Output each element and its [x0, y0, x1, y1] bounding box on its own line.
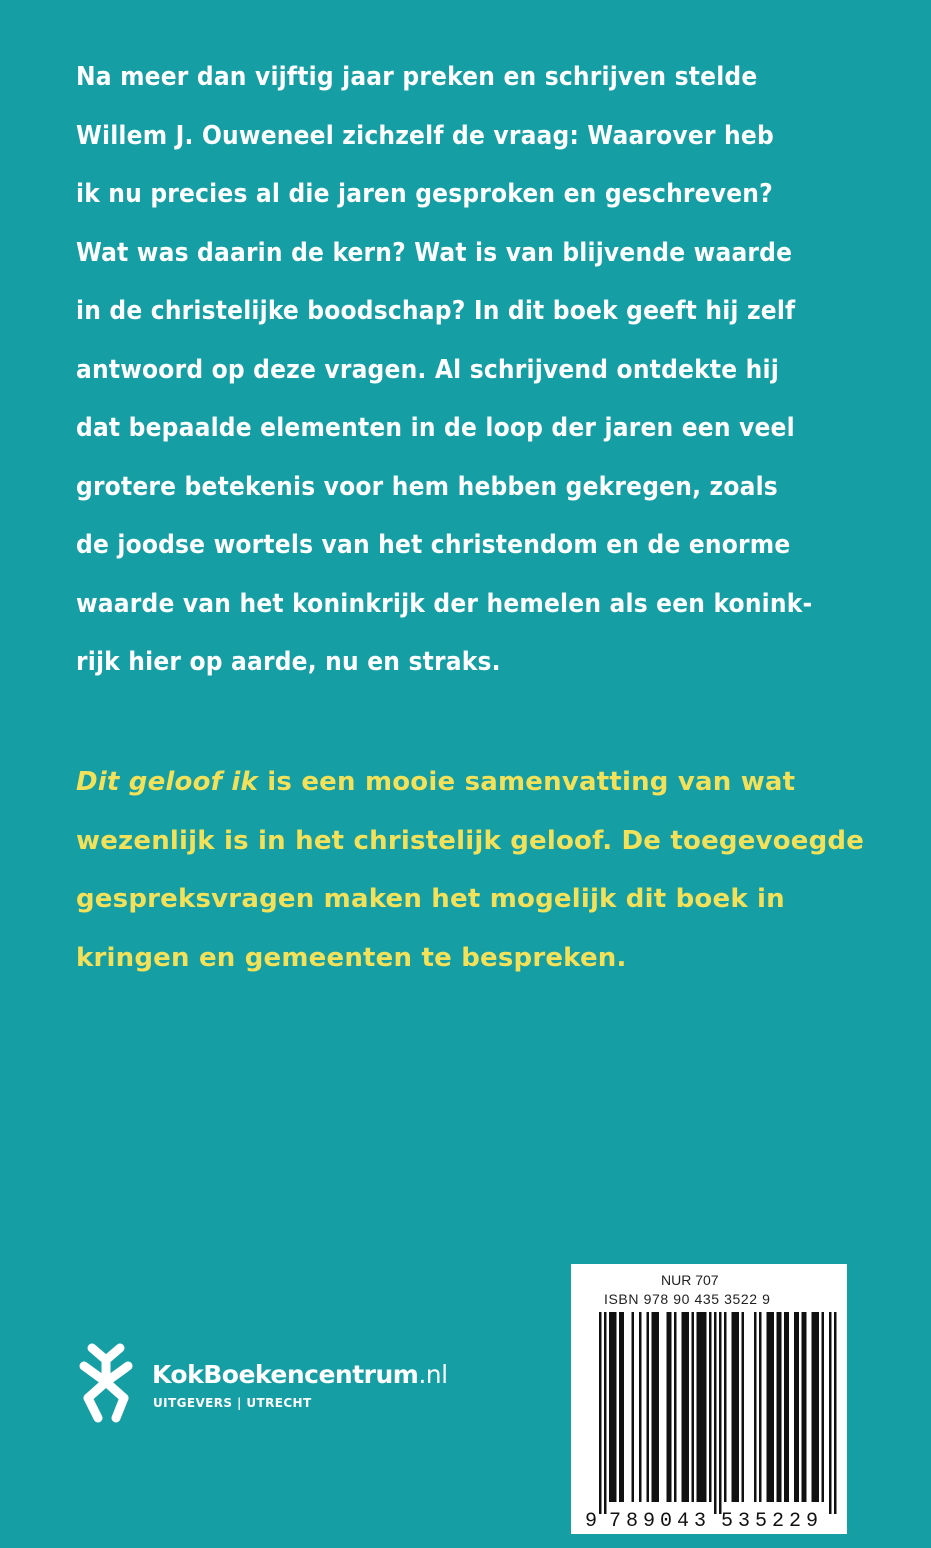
publisher-mark-icon	[76, 1340, 136, 1424]
publisher-name	[152, 1360, 448, 1389]
barcode-digit-first: 9	[585, 1510, 598, 1533]
barcode-bar	[684, 1312, 687, 1502]
barcode-bar	[829, 1312, 832, 1514]
barcode-bar	[724, 1312, 727, 1502]
summary-line-rest: is een mooie samenvatting van wat	[258, 767, 796, 797]
barcode-bar	[674, 1312, 677, 1502]
barcode-panel	[571, 1264, 847, 1534]
barcode-bar	[759, 1312, 762, 1502]
book-blurb	[76, 48, 846, 692]
blurb-line: Na meer dan vijftig jaar preken en schrijven stelde	[76, 62, 758, 92]
barcode-digits-right: 535229	[721, 1510, 824, 1533]
summary-line	[76, 753, 846, 812]
barcode-bar	[692, 1312, 695, 1502]
barcode-bar	[804, 1312, 807, 1502]
barcode-bar	[669, 1312, 672, 1502]
barcode-bar	[767, 1312, 770, 1502]
barcode-bar	[619, 1312, 622, 1502]
summary-line: wezenlijk is in het christelijk geloof. De toegevoegde	[76, 825, 865, 856]
blurb-line: ik nu precies al die jaren gesproken en geschreven?	[76, 179, 773, 209]
ean-barcode	[571, 1264, 847, 1534]
blurb-line: in de christelijke boodschap? In dit boek geeft hij zelf	[76, 296, 796, 326]
barcode-bar	[697, 1312, 700, 1502]
barcode-bar	[657, 1312, 660, 1502]
blurb-line: rijk hier op aarde, nu en straks.	[76, 647, 501, 677]
barcode-bar	[612, 1312, 615, 1502]
publisher-tld: .nl	[418, 1360, 448, 1389]
barcode-bar	[687, 1312, 690, 1502]
blurb-line: dat bepaalde elementen in de loop der jaren een veel	[76, 413, 795, 443]
summary-line: kringen en gemeenten te bespreken.	[76, 942, 627, 973]
barcode-bar	[797, 1312, 800, 1502]
barcode-bar	[667, 1312, 670, 1502]
barcode-bar	[719, 1312, 722, 1514]
barcode-bar	[814, 1312, 817, 1502]
barcode-bar	[779, 1312, 782, 1502]
isbn-label: ISBN 978 90 435 3522 9	[604, 1291, 771, 1307]
barcode-digits-left: 789043	[609, 1510, 712, 1533]
barcode-bar	[622, 1312, 625, 1502]
barcode-bar	[742, 1312, 745, 1502]
barcode-bar	[709, 1312, 712, 1502]
book-summary	[76, 753, 865, 987]
blurb-line: Wat was daarin de kern? Wat is van blijvende waarde	[76, 237, 793, 268]
blurb-line: antwoord op deze vragen. Al schrijvend ontdekte hij	[76, 354, 779, 385]
barcode-bar	[754, 1312, 757, 1502]
barcode-bar	[802, 1312, 805, 1502]
barcode-bar	[654, 1312, 657, 1502]
barcode-bars	[599, 1312, 837, 1514]
barcode-bar	[714, 1312, 717, 1514]
blurb-line: grotere betekenis voor hem hebben gekregen, zoals	[76, 471, 778, 502]
barcode-bar	[704, 1312, 707, 1502]
barcode-bar	[777, 1312, 780, 1502]
blurb-line: de joodse wortels van het christendom en de enorme	[76, 530, 791, 560]
barcode-bar	[604, 1312, 607, 1514]
publisher-name-text: KokBoekencentrum	[152, 1360, 419, 1389]
blurb-line: waarde van het koninkrijk der hemelen als een konink-	[76, 588, 813, 619]
barcode-bar	[834, 1312, 837, 1514]
barcode-bar	[822, 1312, 825, 1502]
barcode-bar	[647, 1312, 650, 1502]
barcode-bar	[682, 1312, 685, 1502]
barcode-bar	[737, 1312, 740, 1502]
barcode-bar	[614, 1312, 617, 1502]
barcode-bar	[769, 1312, 772, 1502]
barcode-bar	[639, 1312, 642, 1502]
barcode-bar	[652, 1312, 655, 1502]
barcode-bar	[702, 1312, 705, 1502]
summary-line: gespreksvragen maken het mogelijk dit boek in	[76, 884, 785, 914]
barcode-bar	[817, 1312, 820, 1502]
nur-code: NUR 707	[661, 1272, 719, 1288]
barcode-bar	[609, 1312, 612, 1502]
barcode-bar	[632, 1312, 635, 1502]
barcode-bar	[812, 1312, 815, 1502]
book-title: Dit geloof ik	[76, 767, 259, 797]
barcode-bar	[732, 1312, 735, 1502]
blurb-line: Willem J. Ouweneel zichzelf de vraag: Waarover heb	[76, 120, 774, 151]
barcode-bar	[734, 1312, 737, 1502]
barcode-bar	[784, 1312, 787, 1502]
publisher-logo	[76, 1340, 496, 1430]
barcode-bar	[699, 1312, 702, 1502]
barcode-bar	[794, 1312, 797, 1502]
publisher-subtitle: UITGEVERS | UTRECHT	[153, 1396, 312, 1410]
barcode-bar	[787, 1312, 790, 1502]
barcode-bar	[599, 1312, 602, 1514]
barcode-bar	[772, 1312, 775, 1502]
